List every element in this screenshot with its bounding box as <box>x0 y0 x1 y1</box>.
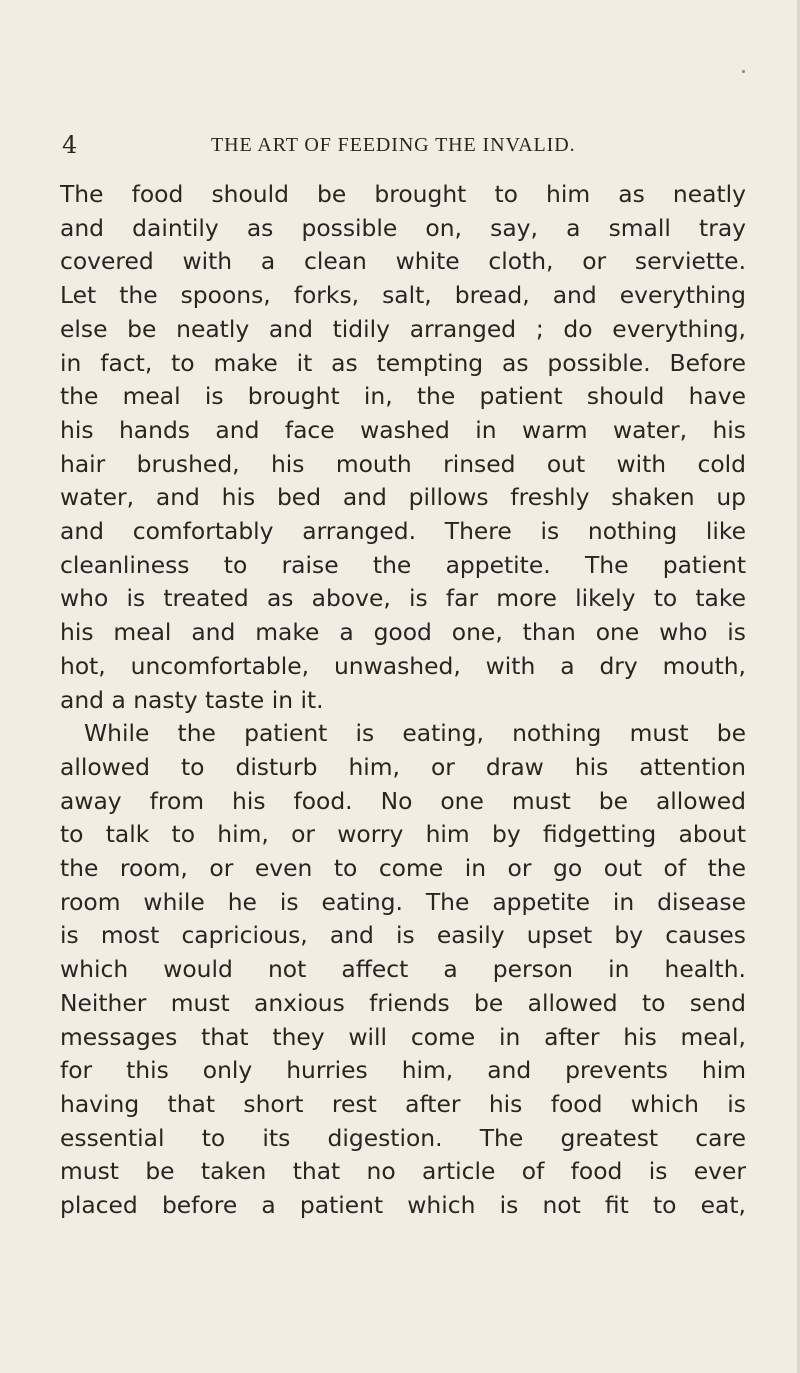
text-line: water, and his bed and pillows freshly shaken up <box>60 483 746 512</box>
text-line: and a nasty taste in it. <box>60 685 324 714</box>
text-line: covered with a clean white cloth, or serviette. <box>60 247 746 276</box>
text-line: hot, uncomfortable, unwashed, with a dry mouth, <box>60 651 746 680</box>
text-line: who is treated as above, is far more likely to take <box>60 584 746 613</box>
body-text <box>60 178 746 1223</box>
text-line: must be taken that no article of food is ever <box>60 1157 746 1186</box>
text-line: is most capricious, and is easily upset by causes <box>60 921 746 950</box>
text-line: Neither must anxious friends be allowed to send <box>60 988 746 1017</box>
text-line: which would not affect a person in health. <box>60 955 746 984</box>
text-line: else be neatly and tidily arranged ; do everything, <box>60 314 746 343</box>
text-line: and daintily as possible on, say, a small tray <box>60 213 746 242</box>
text-line: cleanliness to raise the appetite. The patient <box>60 550 746 579</box>
ink-speck <box>742 70 745 73</box>
running-head <box>62 130 742 160</box>
text-line: room while he is eating. The appetite in disease <box>60 887 746 916</box>
page-number: 4 <box>62 131 78 159</box>
text-line: his meal and make a good one, than one who is <box>60 618 746 647</box>
text-line: essential to its digestion. The greatest care <box>60 1123 746 1152</box>
text-line: messages that they will come in after his meal, <box>60 1022 746 1051</box>
text-line: away from his food. No one must be allowed <box>60 786 746 815</box>
text-line: to talk to him, or worry him by fidgetting about <box>60 820 746 849</box>
text-line: hair brushed, his mouth rinsed out with cold <box>60 449 746 478</box>
text-line: in fact, to make it as tempting as possible. Before <box>60 348 746 377</box>
text-line: While the patient is eating, nothing must be <box>84 719 746 748</box>
text-line: the room, or even to come in or go out of the <box>60 854 746 883</box>
running-title: THE ART OF FEEDING THE INVALID. <box>211 134 576 156</box>
text-line: the meal is brought in, the patient should have <box>60 382 746 411</box>
text-line: his hands and face washed in warm water, his <box>60 415 746 444</box>
text-line: Let the spoons, forks, salt, bread, and everything <box>60 281 746 310</box>
text-line: for this only hurries him, and prevents him <box>60 1056 746 1085</box>
text-line: having that short rest after his food which is <box>60 1089 746 1118</box>
text-line: and comfortably arranged. There is nothing like <box>60 517 746 546</box>
text-line: placed before a patient which is not fit to eat, <box>60 1191 746 1220</box>
text-line: allowed to disturb him, or draw his attention <box>60 752 746 781</box>
text-line: The food should be brought to him as neatly <box>60 180 746 208</box>
